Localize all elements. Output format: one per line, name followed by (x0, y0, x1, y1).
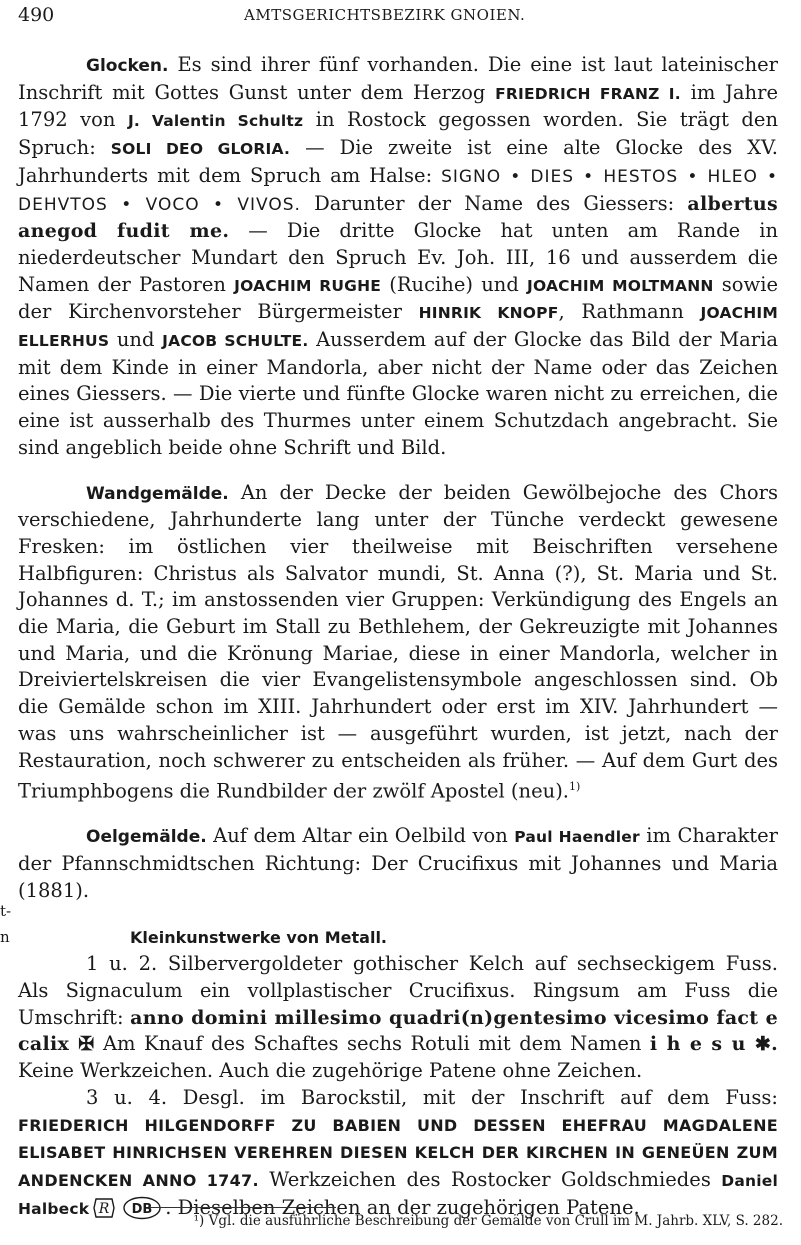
inscription: SOLI DEO GLORIA. (110, 140, 291, 159)
inscription: albertus anegod fudit me. (18, 192, 778, 243)
person-name: JOACHIM RUGHE (234, 276, 382, 295)
svg-text:DB: DB (131, 1202, 153, 1218)
margin-note: t- (0, 902, 12, 920)
svg-text:R: R (98, 1201, 110, 1218)
person-name: HINRIK KNOPF (418, 304, 559, 323)
person-name: J. Valentin Schultz (127, 112, 304, 131)
section-oelgemaelde: Oelgemälde. Auf dem Altar ein Oelbild von Paul Haendler im Charakter der Pfannschmidtschen Richtung: Der Crucifixus mit Johannes und Maria (1881). (18, 824, 779, 902)
section-glocken: Glocken. Es sind ihrer fünf vorhanden. Die eine ist laut lateinischer Inschrift mit Gottes Gunst unter dem Herzog FRIEDRICH FRANZ I. im Jahre 1792 von J. Valentin Schultz in Rostock gegossen worden. Sie trägt den Spruch: SOLI DEO GLORIA. — Die zweite ist eine alte Glocke des XV. Jahrhunderts mit dem Spruch am Halse: SIGNO • DIES • HESTOS • HLEO • DEHVTOS • VOCO • VIVOS. Darunter der Name des Giessers: albertus anegod fudit me. — Die dritte Glocke hat unten am Rande in niederdeutscher Mundart den Spruch Ev. Joh. III, 16 und ausserdem die Namen der Pastoren JOACHIM RUGHE (Rucihe) und JOACHIM MOLTMANN sowie der Kirchenvorsteher Bürgermeister HINRIK KNOPF, Rathmann JOACHIM ELLERHUS und JACOB SCHULTE. Ausserdem auf der Glocke das Bild der Maria mit dem Kinde in einer Mandorla, aber nicht der Name oder das Zeichen eines Giessers. — Die vierte und fünfte Glocke waren nicht zu erreichen, die eine ist ausserhalb des Thurmes unter einem Schutzdach angebracht. Sie sind angeblich beide ohne Schrift und Bild. (18, 53, 779, 459)
section-heading: Oelgemälde. (86, 827, 207, 848)
inscription: FRIEDERICH HILGENDORFF ZU BABIEN UND DESSEN EHEFRAU MAGDALENE ELISABET HINRICHSEN VEREHREN DIESEN KELCH DER KIRCHEN IN GENEÜEN ZUM ANDENCKEN ANNO 1747. (18, 1115, 778, 1190)
section-wandgemaelde: Wandgemälde. An der Decke der beiden Gewölbejoche des Chors verschiedene, Jahrhunderte lang unter der Tünche verdeckt gewesene Fresken: im östlichen vier theilweise mit Beischriften versehene Halbfiguren: Christus als Salvator mundi, St. Anna (?), St. Maria und St. Johannes d. T.; im anstossenden vier Gruppen: Verkündigung des Engels an die Maria, die Geburt im Stall zu Bethlehem, der Gekreuzigte mit Johannes und Maria, und die Krönung Mariae, diese in einer Mandorla, welcher in Dreiviertelskreisen die vier Evangelistensymbole angeschlossen sind. Ob die Gemälde schon im XIII. Jahrhundert oder erst im XIV. Jahrhundert — was uns wahrscheinlicher ist — ausgeführt wurden, ist jetzt, nach der Restauration, noch schwerer zu entscheiden als früher. — Auf dem Gurt des Triumphbogens die Rundbilder der zwölf Apostel (neu).$^{1)}$ (18, 480, 778, 803)
footnote: ¹) Vgl. die ausführliche Beschreibung der Gemälde von Crull im M. Jahrb. XLV, S. 282. (193, 1213, 783, 1229)
running-head: AMTSGERICHTSBEZIRK GNOIEN. (244, 6, 526, 24)
margin-note: n (0, 928, 10, 946)
footnote-ref[interactable]: 1) (569, 780, 581, 794)
page-header (18, 4, 783, 32)
person-name: JOACHIM MOLTMANN (527, 276, 714, 295)
person-name: Daniel Halbeck (18, 1171, 778, 1218)
page-number: 490 (18, 4, 55, 26)
inscription: SIGNO • DIES • HESTOS • HLEO • DEHVTOS • VOCO • VIVOS. (18, 166, 778, 215)
footnote-divider (150, 1207, 336, 1208)
inscription: i h e s u ✱. (649, 1033, 778, 1056)
item-3-4: 3 u. 4. Desgl. im Barockstil, mit der Inschrift auf dem Fuss: FRIEDERICH HILGENDORFF ZU BABIEN UND DESSEN EHEFRAU MAGDALENE ELISABET HINRICHSEN VEREHREN DIESEN KELCH DER KIRCHEN IN GENEÜEN ZUM ANDENCKEN ANNO 1747. Werkzeichen des Rostocker Goldschmiedes Daniel Halbeck R DB . Dieselben Zeichen an der zugehörigen Patene. (18, 1085, 778, 1219)
section-heading: Glocken. (86, 56, 169, 76)
body-text (18, 52, 778, 1222)
item-1-2: 1 u. 2. Silbervergoldeter gothischer Kelch auf sechseckigem Fuss. Als Signaculum ein vollplastischer Crucifixus. Ringsum am Fuss die Umschrift: anno domini millesimo quadri(n)gentesimo vicesimo fact e calix ✠ Am Knauf des Schaftes sechs Rotuli mit dem Namen i h e s u ✱. Keine Werkzeichen. Auch die zugehörige Patene ohne Zeichen. (18, 952, 779, 1083)
inscription: anno domini millesimo quadri(n)gentesimo vicesimo fact e calix ✠ (18, 1006, 779, 1056)
section-heading: Wandgemälde. (86, 483, 229, 504)
person-name: JACOB SCHULTE. (162, 332, 309, 351)
person-name: JOACHIM ELLERHUS (18, 304, 778, 351)
person-name: Paul Haendler (514, 828, 640, 847)
person-name: FRIEDRICH FRANZ I. (495, 84, 681, 103)
subsection-heading: Kleinkunstwerke von Metall. (130, 927, 388, 947)
